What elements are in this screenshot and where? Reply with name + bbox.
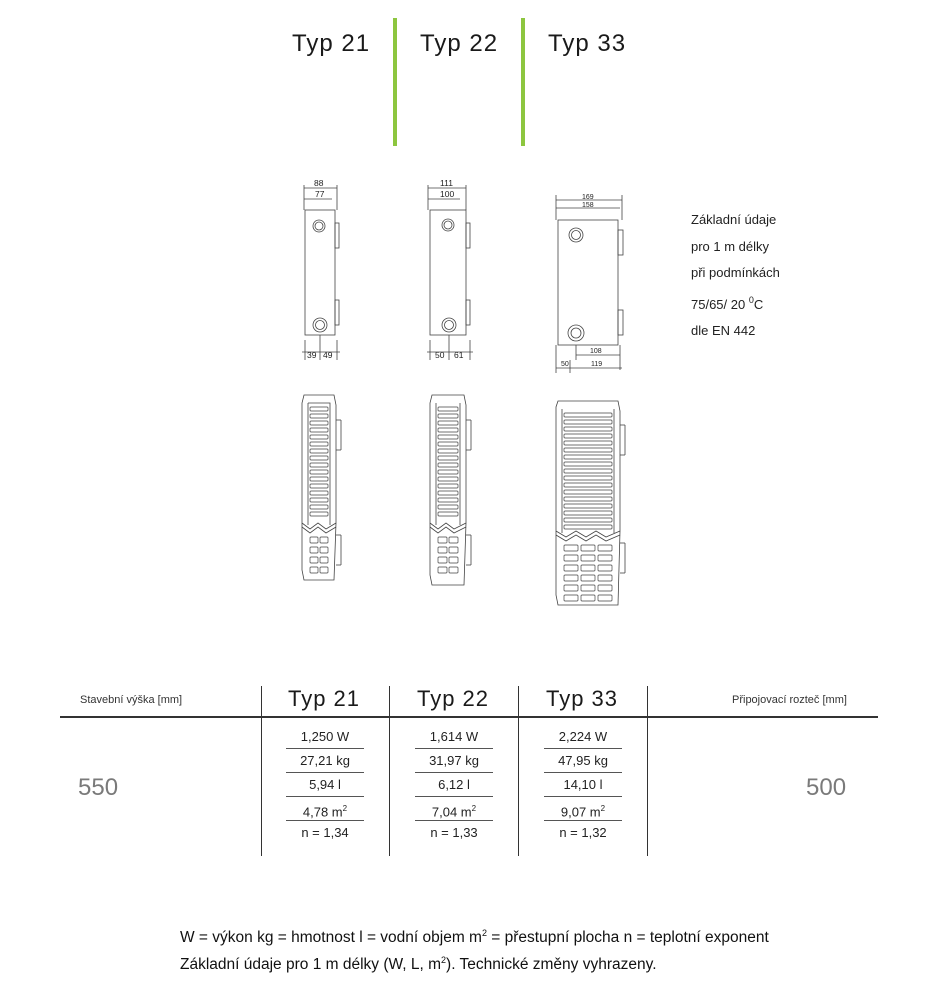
table-col-header: Typ 33 xyxy=(545,686,619,711)
dim-typ22-left: 50 xyxy=(435,350,445,360)
dim-typ22-inner: 100 xyxy=(440,189,455,199)
typ22-front-drawing xyxy=(427,185,473,360)
table-col-divider xyxy=(647,686,648,856)
cell-power: 1,614 W xyxy=(429,729,479,744)
dim-typ21-right: 49 xyxy=(323,350,333,360)
typ21-front-drawing xyxy=(302,185,340,360)
table-right-header: Připojovací rozteč [mm] xyxy=(732,694,847,706)
cell-exponent: n = 1,32 xyxy=(559,825,607,840)
cell-area: 4,78 $m^2$ xyxy=(302,804,348,820)
cell-power: 1,250 W xyxy=(300,729,350,744)
cell-weight: 31,97 kg xyxy=(429,753,479,768)
basic-info-note xyxy=(691,207,780,345)
header-typ-21: Typ 21 xyxy=(292,30,371,57)
cell-area: 9,07 $m^2$ xyxy=(560,804,606,820)
typ33-front-drawing xyxy=(556,195,623,373)
basic-info-line: dle EN 442 xyxy=(691,323,756,338)
table-left-header: Stavební výška [mm] xyxy=(80,694,183,706)
typ22-section-drawing xyxy=(430,395,471,585)
typ33-section-drawing xyxy=(556,401,625,605)
dim-typ33-left: 50 xyxy=(561,361,569,368)
dim-typ21-inner: 77 xyxy=(315,189,325,199)
height-value: 550 xyxy=(78,774,119,801)
cell-power: 2,224 W xyxy=(558,729,608,744)
cell-volume: 14,10 l xyxy=(563,777,603,792)
table-col-header: Typ 21 xyxy=(287,686,361,711)
typ21-section-drawing xyxy=(302,395,341,580)
cell-volume: 5,94 l xyxy=(309,777,341,792)
cell-weight: 27,21 kg xyxy=(300,753,350,768)
dim-typ33-right: 119 xyxy=(591,361,603,368)
cell-weight: 47,95 kg xyxy=(558,753,608,768)
dim-typ33-outer: 169 xyxy=(582,194,594,201)
green-divider xyxy=(521,18,525,146)
basic-info-line: pro 1 m délky xyxy=(691,238,770,254)
table-col-divider xyxy=(389,686,390,856)
header-typ-33: Typ 33 xyxy=(548,30,627,57)
header-typ-22: Typ 22 xyxy=(420,30,499,57)
dim-typ21-left: 39 xyxy=(307,350,317,360)
table-col-divider xyxy=(518,686,519,856)
table-col-divider xyxy=(261,686,262,856)
legend-line: Základní údaje pro 1 m délky (W, L, $m^2$). Technické změny vyhrazeny. xyxy=(180,955,657,974)
table-col-header: Typ 22 xyxy=(416,686,490,711)
cell-exponent: n = 1,34 xyxy=(301,825,349,840)
dim-typ21-outer: 88 xyxy=(314,178,324,188)
cell-volume: 6,12 l xyxy=(438,777,470,792)
legend xyxy=(180,922,769,976)
basic-info-line: při podmínkách xyxy=(691,265,780,280)
technical-drawings xyxy=(280,175,660,615)
dim-typ22-outer: 111 xyxy=(440,178,453,188)
cell-area: 7,04 $m^2$ xyxy=(431,804,477,820)
table-header-rule xyxy=(60,716,878,718)
basic-info-line: 75/65/ 20 $^0$C xyxy=(691,294,764,312)
cell-exponent: n = 1,33 xyxy=(430,825,478,840)
green-divider xyxy=(393,18,397,146)
legend-line: W = výkon kg = hmotnost l = vodní objem $m^2$ = přestupní plocha n = teplotní exponent xyxy=(180,928,769,947)
spacing-value: 500 xyxy=(806,774,847,801)
basic-info-line: Základní údaje xyxy=(691,212,777,227)
dim-typ22-right: 61 xyxy=(454,350,464,360)
dim-typ33-inner: 158 xyxy=(582,202,594,209)
dim-typ33-bottom-inner: 108 xyxy=(590,348,602,355)
